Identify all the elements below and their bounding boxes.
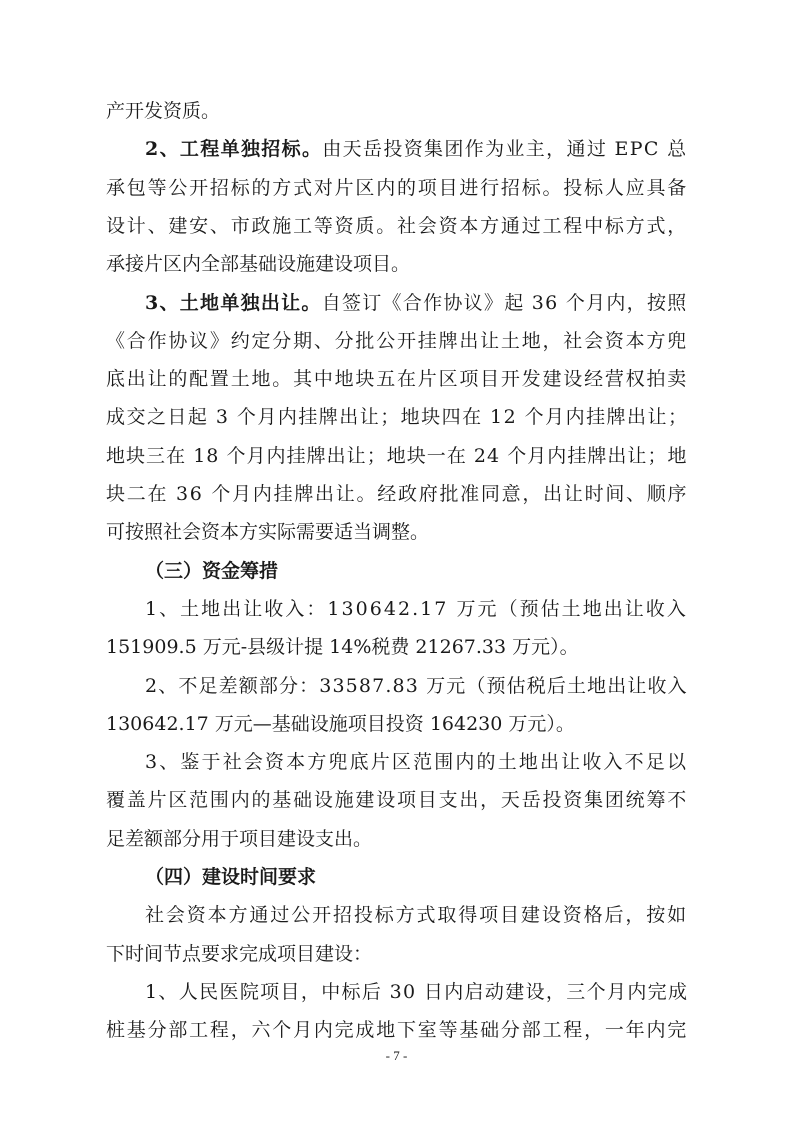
text-line	[106, 520, 429, 544]
text-line	[106, 214, 688, 238]
body-text: 可按照社会资本方实际需要适当调整。	[106, 521, 430, 544]
bold-heading-text: 2、工程单独招标。	[145, 138, 323, 161]
body-text: 承接片区内全部基础设施建设项目。	[106, 253, 411, 276]
body-text: 地块三在 18 个月内挂牌出让；地块一在 24 个月内挂牌出让；地	[106, 444, 688, 467]
body-text: 设计、建安、市政施工等资质。社会资本方通过工程中标方式，	[106, 214, 689, 237]
body-text: 产开发资质。	[106, 100, 221, 122]
body-text: 151909.5 万元-县级计提 14%税费 21267.33 万元）。	[106, 636, 579, 659]
body-text: 桩基分部工程，六个月内完成地下室等基础分部工程，一年内完	[106, 1019, 689, 1042]
bold-heading-text: （四）建设时间要求	[145, 866, 317, 888]
text-line	[106, 176, 688, 200]
text-line	[145, 865, 316, 889]
body-text: 块二在 36 个月内挂牌出让。经政府批准同意，出让时间、顺序	[106, 483, 689, 505]
text-line	[106, 405, 688, 429]
body-text: 成交之日起 3 个月内挂牌出让；地块四在 12 个月内挂牌出让；	[106, 406, 689, 429]
body-text: 《合作协议》约定分期、分批公开挂牌出让土地，社会资本方兜	[106, 329, 689, 352]
body-text: 自签订《合作协议》起 36 个月内，按照	[321, 291, 688, 314]
body-text: 2、不足差额部分：33587.83 万元（预估税后土地出让收入	[145, 674, 688, 697]
body-text: 底出让的配置土地。其中地块五在片区项目开发建设经营权拍卖	[106, 368, 689, 391]
text-line	[106, 444, 688, 468]
body-text: 覆盖片区范围内的基础设施建设项目支出，天岳投资集团统筹不	[106, 789, 689, 812]
body-text: 130642.17 万元—基础设施项目投资 164230 万元）。	[106, 712, 575, 735]
text-line	[106, 252, 410, 276]
text-line	[106, 635, 579, 659]
body-text: 由天岳投资集团作为业主，通过 EPC 总	[322, 138, 688, 161]
text-line	[106, 482, 688, 506]
text-line	[106, 827, 372, 851]
text-line	[106, 942, 372, 966]
text-line	[106, 367, 688, 391]
body-text: 足差额部分用于项目建设支出。	[106, 827, 373, 850]
text-line	[145, 137, 688, 161]
body-text: 承包等公开招标的方式对片区内的项目进行招标。投标人应具备	[106, 176, 689, 199]
body-text: 3、鉴于社会资本方兜底片区范围内的土地出让收入不足以	[145, 751, 689, 774]
text-line	[106, 788, 688, 812]
text-line	[106, 1018, 688, 1042]
text-line	[106, 712, 575, 736]
text-line	[106, 99, 220, 123]
text-line	[145, 750, 688, 774]
body-text: 1、人民医院项目，中标后 30 日内启动建设，三个月内完成	[145, 980, 689, 1003]
bold-heading-text: 3、土地单独出让。	[145, 291, 322, 314]
text-line	[145, 291, 688, 315]
body-text: 下时间节点要求完成项目建设：	[106, 942, 373, 965]
text-line	[145, 903, 688, 927]
text-line	[145, 980, 688, 1004]
page-number: - 7 -	[385, 1048, 408, 1063]
body-text: 社会资本方通过公开招投标方式取得项目建设资格后，按如	[145, 904, 689, 927]
text-line	[145, 674, 688, 698]
body-text: 1、土地出让收入：130642.17 万元（预估土地出让收入	[145, 597, 688, 620]
text-line	[145, 597, 688, 621]
bold-heading-text: （三）资金筹措	[145, 559, 279, 582]
text-line	[145, 559, 278, 583]
text-line	[106, 329, 688, 353]
